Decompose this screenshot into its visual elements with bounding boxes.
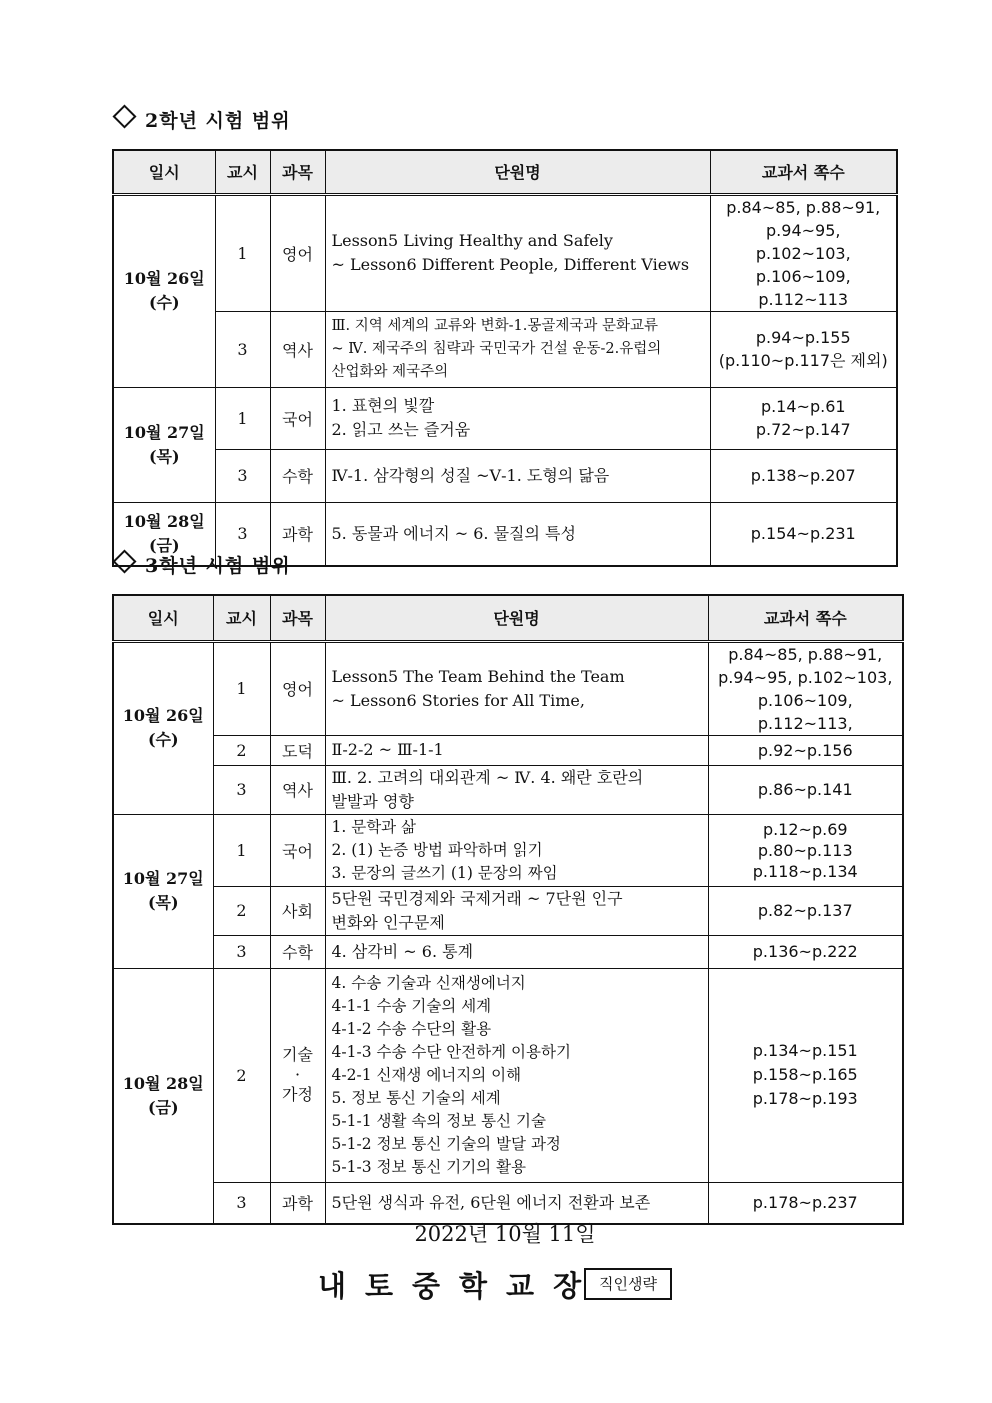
- subject-cell: 영어: [270, 194, 325, 311]
- table-row: [113, 968, 903, 1182]
- pages-cell: p.84~85, p.88~91, p.94~95, p.102~103, p.106~109, p.112~113,: [708, 641, 903, 735]
- subject-cell: 기술 · 가정: [270, 968, 325, 1182]
- pages-cell: p.178~p.237: [708, 1182, 903, 1224]
- table-row: [113, 387, 897, 449]
- table-row: [113, 886, 903, 935]
- pages-cell: p.92~p.156: [708, 735, 903, 765]
- period-cell: 1: [213, 814, 270, 886]
- header-pages: 교과서 쪽수: [710, 150, 897, 194]
- date-cell: 10월 26일 (수): [113, 641, 213, 814]
- period-cell: 1: [215, 387, 270, 449]
- unit-cell: 4. 삼각비 ~ 6. 통계: [325, 935, 708, 968]
- date-cell: 10월 28일 (금): [113, 502, 215, 566]
- unit-cell: Ⅱ-2-2 ~ Ⅲ-1-1: [325, 735, 708, 765]
- header-period: 교시: [215, 150, 270, 194]
- table-header-row: [113, 595, 903, 641]
- date-cell: 10월 27일 (목): [113, 814, 213, 968]
- subject-cell: 과학: [270, 1182, 325, 1224]
- pages-cell: p.138~p.207: [710, 449, 897, 502]
- principal-signature: 내토중학교장: [318, 1269, 601, 1303]
- grade3-table: [112, 594, 904, 1225]
- pages-cell: p.82~p.137: [708, 886, 903, 935]
- unit-cell: Ⅲ. 지역 세계의 교류와 변화-1.몽골제국과 문화교류 ~ Ⅳ. 제국주의 침략과 국민국가 건설 운동-2.유럽의 산업화와 제국주의: [325, 311, 710, 387]
- period-cell: 2: [213, 968, 270, 1182]
- pages-cell: p.134~p.151 p.158~p.165 p.178~p.193: [708, 968, 903, 1182]
- period-cell: 3: [213, 765, 270, 814]
- subject-cell: 국어: [270, 387, 325, 449]
- subject-cell: 과학: [270, 502, 325, 566]
- table-row: [113, 935, 903, 968]
- period-cell: 3: [215, 502, 270, 566]
- period-cell: 1: [213, 641, 270, 735]
- unit-cell: Lesson5 Living Healthy and Safely ~ Lesson6 Different People, Different Views: [325, 194, 710, 311]
- table-row: [113, 641, 903, 735]
- diamond-icon: [112, 549, 136, 573]
- table-row: [113, 814, 903, 886]
- seal-box: 직인생략: [584, 1268, 672, 1300]
- pages-cell: p.154~p.231: [710, 502, 897, 566]
- pages-cell: p.86~p.141: [708, 765, 903, 814]
- subject-cell: 수학: [270, 935, 325, 968]
- table-row: [113, 311, 897, 387]
- grade3-title: 3학년 시험 범위: [112, 551, 291, 578]
- date-cell: 10월 28일 (금): [113, 968, 213, 1224]
- table-row: [113, 735, 903, 765]
- unit-cell: Lesson5 The Team Behind the Team ~ Lesson6 Stories for All Time,: [325, 641, 708, 735]
- subject-cell: 영어: [270, 641, 325, 735]
- header-period: 교시: [213, 595, 270, 641]
- unit-cell: 5단원 생식과 유전, 6단원 에너지 전환과 보존: [325, 1182, 708, 1224]
- period-cell: 3: [215, 449, 270, 502]
- table-row: [113, 449, 897, 502]
- period-cell: 3: [215, 311, 270, 387]
- pages-cell: p.12~p.69 p.80~p.113 p.118~p.134: [708, 814, 903, 886]
- header-pages: 교과서 쪽수: [708, 595, 903, 641]
- period-cell: 2: [213, 886, 270, 935]
- grade2-title: 2학년 시험 범위: [112, 106, 291, 133]
- pages-cell: p.84~85, p.88~91, p.94~95, p.102~103, p.106~109, p.112~113: [710, 194, 897, 311]
- unit-cell: 5단원 국민경제와 국제거래 ~ 7단원 인구 변화와 인구문제: [325, 886, 708, 935]
- subject-cell: 사회: [270, 886, 325, 935]
- header-date: 일시: [113, 595, 213, 641]
- header-subject: 과목: [270, 595, 325, 641]
- subject-cell: 국어: [270, 814, 325, 886]
- header-unit: 단원명: [325, 150, 710, 194]
- subject-cell: 역사: [270, 311, 325, 387]
- table-row: [113, 194, 897, 311]
- pages-cell: p.94~p.155 (p.110~p.117은 제외): [710, 311, 897, 387]
- subject-cell: 도덕: [270, 735, 325, 765]
- grade2-table: [112, 149, 898, 567]
- unit-cell: 5. 동물과 에너지 ~ 6. 물질의 특성: [325, 502, 710, 566]
- diamond-icon: [112, 104, 136, 128]
- unit-cell: 1. 표현의 빛깔 2. 읽고 쓰는 즐거움: [325, 387, 710, 449]
- unit-cell: Ⅲ. 2. 고려의 대외관계 ~ Ⅳ. 4. 왜란 호란의 발발과 영향: [325, 765, 708, 814]
- period-cell: 1: [215, 194, 270, 311]
- period-cell: 2: [213, 735, 270, 765]
- subject-cell: 수학: [270, 449, 325, 502]
- table-row: [113, 765, 903, 814]
- subject-cell: 역사: [270, 765, 325, 814]
- date-cell: 10월 26일 (수): [113, 194, 215, 387]
- header-unit: 단원명: [325, 595, 708, 641]
- period-cell: 3: [213, 1182, 270, 1224]
- unit-cell: 4. 수송 기술과 신재생에너지 4-1-1 수송 기술의 세계 4-1-2 수송 수단의 활용 4-1-3 수송 수단 안전하게 이용하기 4-2-1 신재생 에너지의 이해 5. 정보 통신 기술의 세계 5-1-1 생활 속의 정보 통신 기술 5-1-2 정보 통신 기술의 발달 과정 5-1-3 정보 통신 기기의 활용: [325, 968, 708, 1182]
- table-header-row: [113, 150, 897, 194]
- pages-cell: p.14~p.61 p.72~p.147: [710, 387, 897, 449]
- date-cell: 10월 27일 (목): [113, 387, 215, 502]
- period-cell: 3: [213, 935, 270, 968]
- issue-date: 2022년 10월 11일: [414, 1222, 596, 1246]
- unit-cell: Ⅳ-1. 삼각형의 성질 ~Ⅴ-1. 도형의 닮음: [325, 449, 710, 502]
- header-subject: 과목: [270, 150, 325, 194]
- pages-cell: p.136~p.222: [708, 935, 903, 968]
- header-date: 일시: [113, 150, 215, 194]
- unit-cell: 1. 문학과 삶 2. (1) 논증 방법 파악하며 읽기 3. 문장의 글쓰기 (1) 문장의 짜임: [325, 814, 708, 886]
